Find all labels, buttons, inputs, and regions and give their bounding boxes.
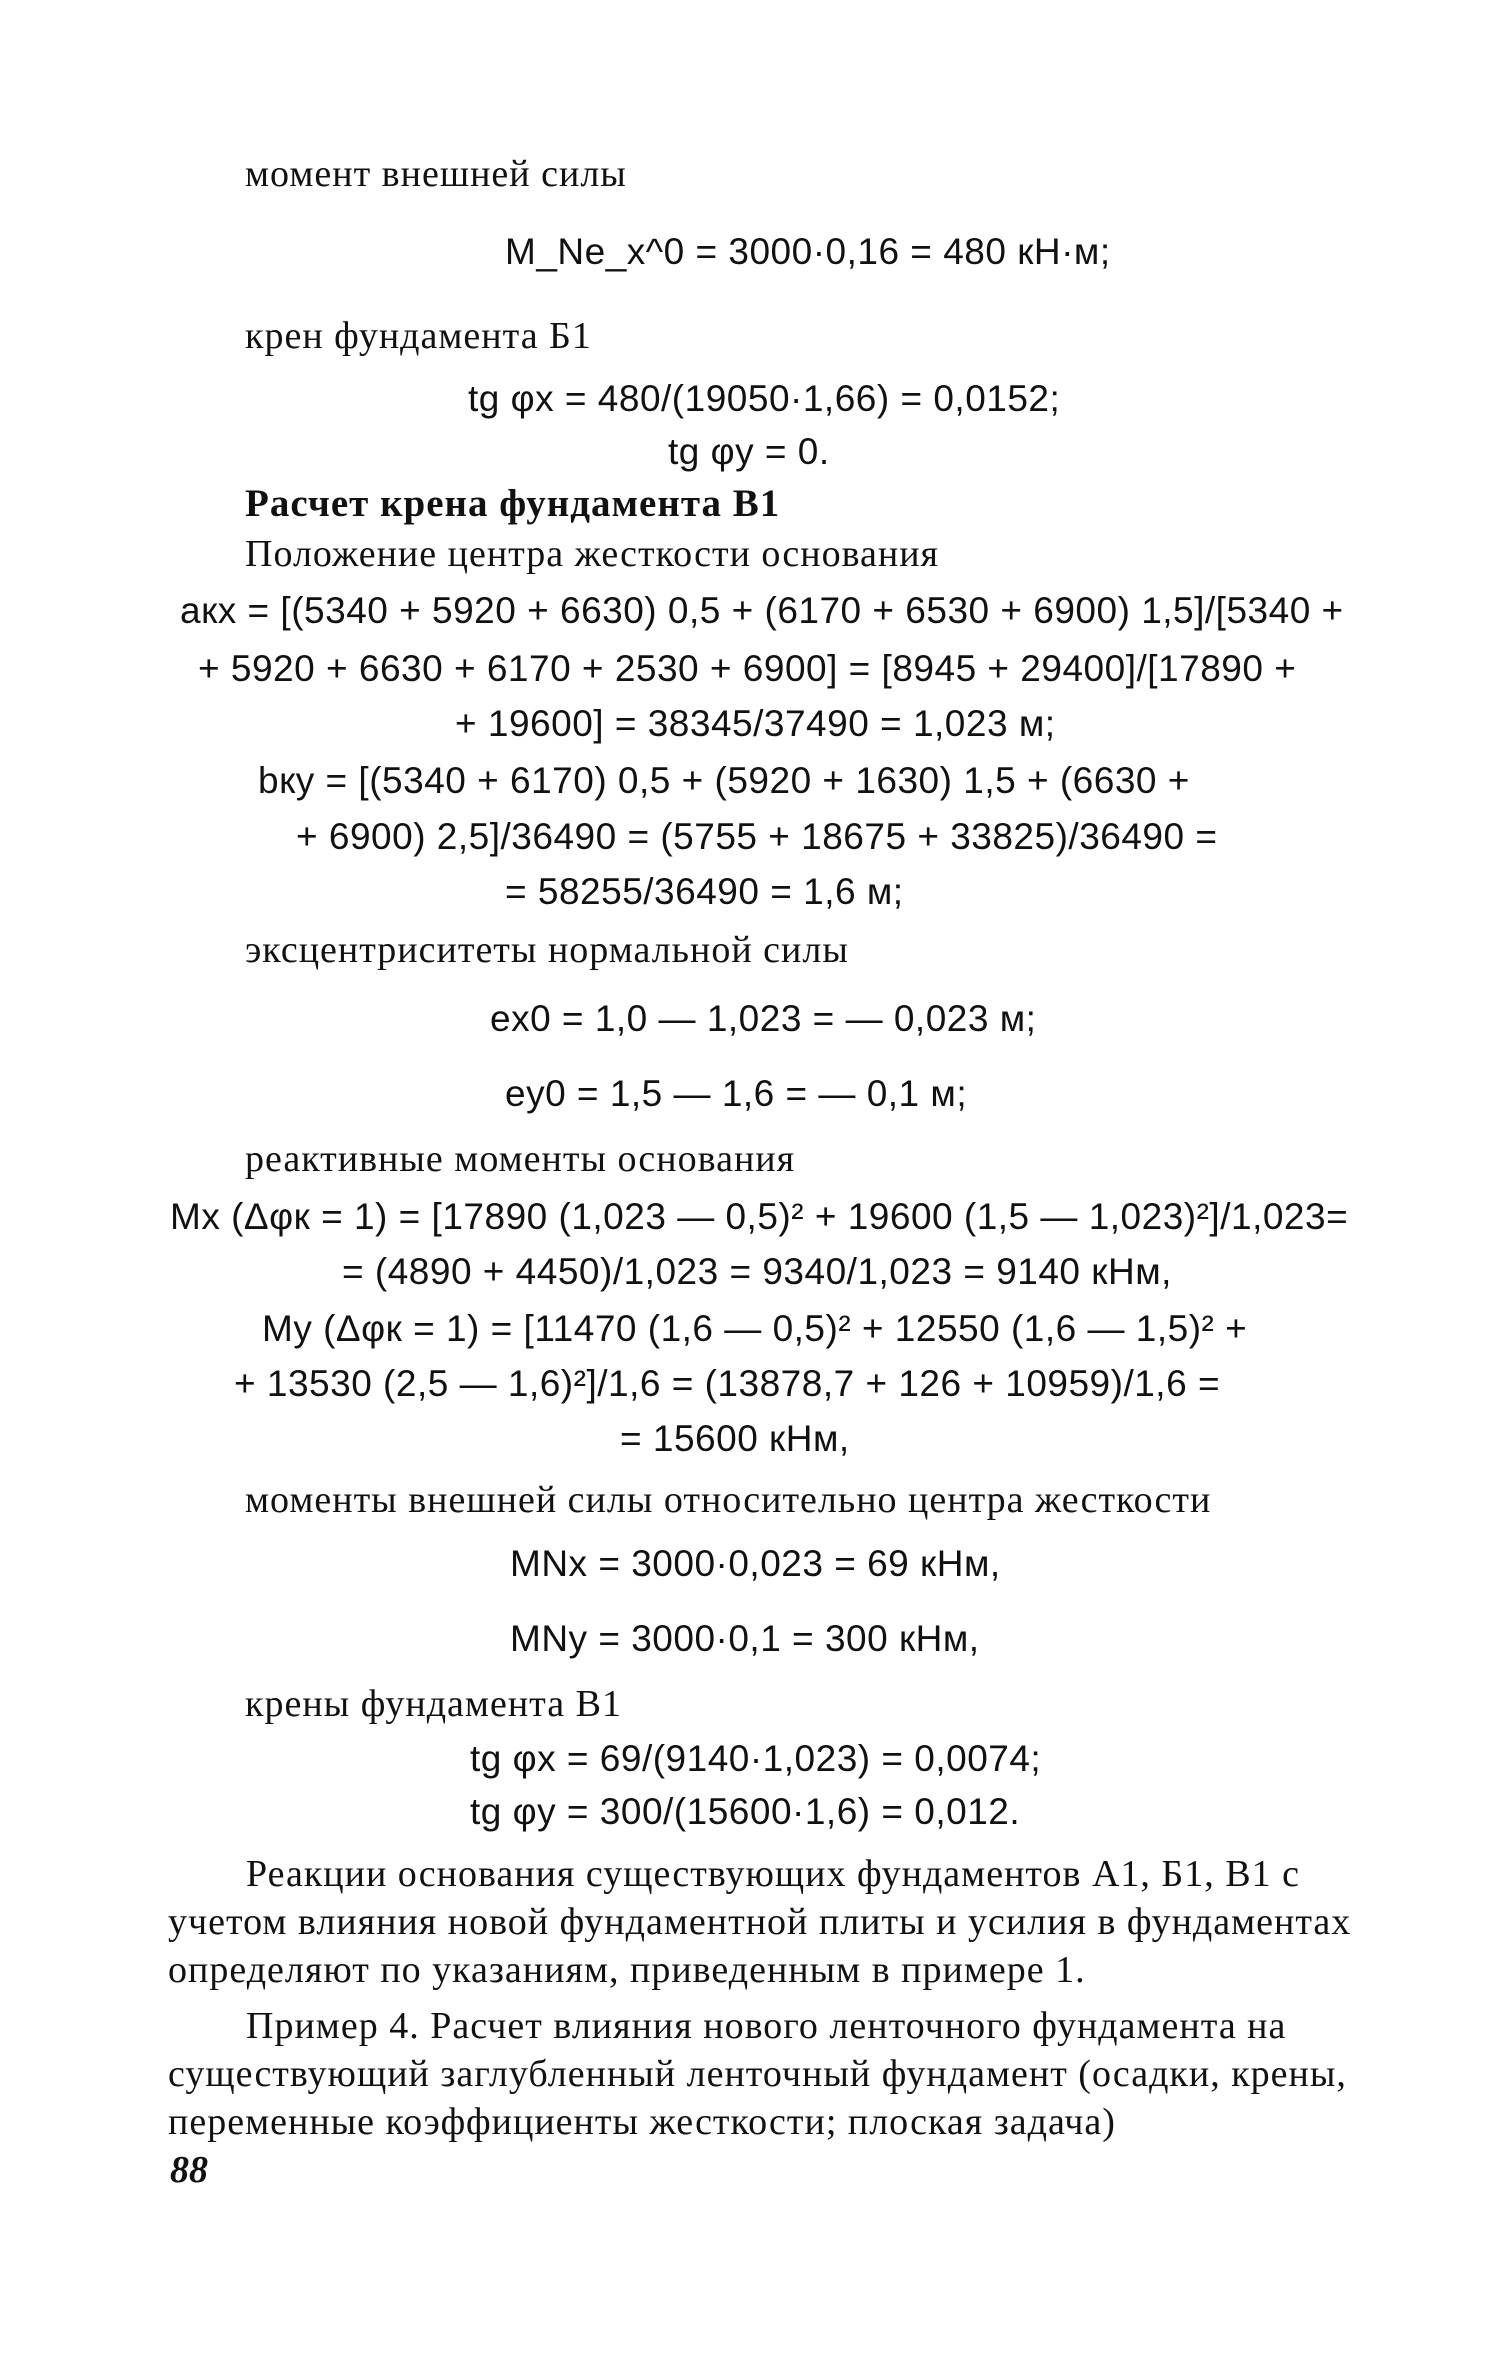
section-heading: Расчет крена фундамента В1	[245, 482, 781, 525]
equation-line: M_Ne_x^0 = 3000·0,16 = 480 кН·м;	[505, 231, 1111, 272]
equation-line: My (Δφк = 1) = [11470 (1,6 — 0,5)² + 12550 (1,6 — 1,5)² +	[262, 1308, 1248, 1349]
page-number: 88	[170, 2149, 208, 2191]
equation-line: tg φx = 480/(19050·1,66) = 0,0152;	[468, 378, 1061, 419]
equation-line: + 5920 + 6630 + 6170 + 2530 + 6900] = [8945 + 29400]/[17890 +	[198, 648, 1297, 689]
equation-line: + 19600] = 38345/37490 = 1,023 м;	[455, 703, 1056, 744]
text-line: крены фундамента В1	[245, 1683, 622, 1725]
paragraph	[168, 2002, 1347, 2146]
text-line: эксцентриситеты нормальной силы	[245, 929, 849, 971]
paragraph-line: существующий заглубленный ленточный фундамент (осадки, крены,	[168, 2053, 1347, 2095]
equation-line: Mx (Δφк = 1) = [17890 (1,023 — 0,5)² + 19600 (1,5 — 1,023)²]/1,023=	[170, 1196, 1349, 1237]
equation-line: MNx = 3000·0,023 = 69 кНм,	[510, 1543, 1001, 1584]
paragraph-line: Пример 4. Расчет влияния нового ленточного фундамента на	[246, 2005, 1287, 2047]
paragraph-line: переменные коэффициенты жесткости; плоская задача)	[168, 2101, 1116, 2143]
equation-line: tg φy = 0.	[668, 431, 830, 472]
equation-line: ey0 = 1,5 — 1,6 = — 0,1 м;	[505, 1073, 968, 1114]
paragraph-line: Реакции основания существующих фундаментов А1, Б1, В1 с	[246, 1853, 1300, 1895]
equation-line: bкy = [(5340 + 6170) 0,5 + (5920 + 1630) 1,5 + (6630 +	[258, 760, 1190, 801]
text-line: реактивные моменты основания	[245, 1138, 796, 1180]
equation-line: ex0 = 1,0 — 1,023 = — 0,023 м;	[490, 998, 1037, 1039]
text-line: Положение центра жесткости основания	[245, 533, 940, 575]
text-line: крен фундамента Б1	[245, 315, 592, 357]
equation-line: aкx = [(5340 + 5920 + 6630) 0,5 + (6170 + 6530 + 6900) 1,5]/[5340 +	[180, 590, 1344, 631]
equation-line: + 13530 (2,5 — 1,6)²]/1,6 = (13878,7 + 126 + 10959)/1,6 =	[234, 1363, 1221, 1404]
paragraph-line: определяют по указаниям, приведенным в примере 1.	[168, 1949, 1086, 1991]
paragraph-line: учетом влияния новой фундаментной плиты и усилия в фундаментах	[168, 1901, 1352, 1943]
equation-line: = 58255/36490 = 1,6 м;	[505, 871, 904, 912]
equation-line: tg φx = 69/(9140·1,023) = 0,0074;	[470, 1738, 1042, 1779]
text-line: момент внешней силы	[245, 153, 627, 195]
equation-line: = (4890 + 4450)/1,023 = 9340/1,023 = 9140 кНм,	[342, 1251, 1172, 1292]
paragraph	[168, 1850, 1352, 1994]
equation-line: = 15600 кНм,	[620, 1418, 850, 1459]
equation-line: tg φy = 300/(15600·1,6) = 0,012.	[470, 1791, 1021, 1832]
equation-line: + 6900) 2,5]/36490 = (5755 + 18675 + 33825)/36490 =	[296, 816, 1218, 857]
equation-line: MNy = 3000·0,1 = 300 кНм,	[510, 1618, 980, 1659]
text-line: моменты внешней силы относительно центра жесткости	[245, 1479, 1212, 1521]
